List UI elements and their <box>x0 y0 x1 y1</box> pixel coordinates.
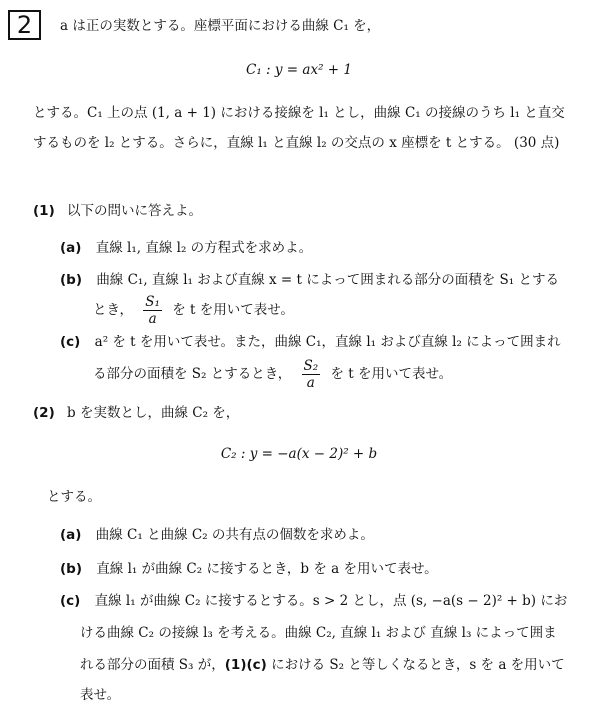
part1-b-text-2-post: を t を用いて表せ。 <box>172 302 294 318</box>
part2-c-line3 <box>80 656 565 674</box>
part1-text: 以下の問いに答えよ。 <box>67 203 203 219</box>
equation-c2: C₂ : y = −a(x − 2)² + b <box>220 446 378 462</box>
part2-c-line2: ける曲線 C₂ の接線 l₃ を考える。曲線 C₂, 直線 l₁ および 直線 l₃ によって囲ま <box>80 625 557 641</box>
part1-a-text: 直線 l₁, 直線 l₂ の方程式を求めよ。 <box>95 240 313 256</box>
part1-b-line1 <box>60 271 559 289</box>
fraction-numerator: S₁ <box>145 294 160 310</box>
part2-c-text-3-post: における S₂ と等しくなるとき，s を a を用いて <box>266 657 565 673</box>
part2-a <box>60 526 374 544</box>
problem-number: 2 <box>16 11 33 39</box>
part1-b-label: (b) <box>60 272 83 288</box>
part2-b-label: (b) <box>60 561 83 577</box>
part1-label: (1) <box>33 203 55 219</box>
part1-c-text-1: a² を t を用いて表せ。また，曲線 C₁，直線 l₁ および直線 l₂ によって囲まれ <box>94 334 561 350</box>
fraction-denominator: a <box>148 311 157 327</box>
part2-c-label: (c) <box>60 593 81 609</box>
part2-after: とする。 <box>47 489 101 505</box>
part1-heading <box>33 202 202 220</box>
part1-a <box>60 239 312 257</box>
part1-c-label: (c) <box>60 334 81 350</box>
part2-a-label: (a) <box>60 527 82 543</box>
fraction-s2-over-a <box>302 358 321 391</box>
fraction-denominator: a <box>306 375 315 391</box>
part1-b-text-1: 曲線 C₁, 直線 l₁ および直線 x = t によって囲まれる部分の面積を S₁ とする <box>96 272 559 288</box>
fraction-numerator: S₂ <box>303 358 319 374</box>
part2-c-line4: 表せ。 <box>80 687 121 703</box>
part1-b-text-2-pre: とき， <box>93 302 133 318</box>
part2-b-text: 直線 l₁ が曲線 C₂ に接するとき，b を a を用いて表せ。 <box>96 561 438 577</box>
part2-c-text-3-pre: れる部分の面積 S₃ が， <box>80 657 225 673</box>
intro-line-3: するものを l₂ とする。さらに，直線 l₁ と直線 l₂ の交点の x 座標を t とする。 (30 点) <box>33 135 560 151</box>
part1-a-label: (a) <box>60 240 82 256</box>
equation-c1: C₁ : y = ax² + 1 <box>246 62 352 78</box>
intro-line-1: a は正の実数とする。座標平面における曲線 C₁ を， <box>60 18 381 34</box>
part2-a-text: 曲線 C₁ と曲線 C₂ の共有点の個数を求めよ。 <box>95 527 374 543</box>
intro-line-2: とする。C₁ 上の点 (1, a + 1) における接線を l₁ とし，曲線 C₁ の接線のうち l₁ と直交 <box>33 105 565 121</box>
part1-c-line1 <box>60 333 561 351</box>
part1-b-line2 <box>93 294 294 327</box>
part2-text: b を実数とし，曲線 C₂ を， <box>67 405 240 421</box>
part2-c-text-1: 直線 l₁ が曲線 C₂ に接するとする。s > 2 とし，点 (s, −a(s − 2)² + b) にお <box>94 593 568 609</box>
part1-c-text-2-pre: る部分の面積を S₂ とするとき， <box>93 366 292 382</box>
part2-label: (2) <box>33 405 55 421</box>
part2-c-reference: (1)(c) <box>224 657 267 673</box>
fraction-s1-over-a <box>143 294 162 327</box>
part2-b <box>60 560 438 578</box>
part1-c-text-2-post: を t を用いて表せ。 <box>330 366 453 382</box>
problem-number-box <box>8 10 41 40</box>
part2-heading <box>33 404 239 422</box>
part2-c-line1 <box>60 592 567 610</box>
part1-c-line2 <box>93 358 452 391</box>
